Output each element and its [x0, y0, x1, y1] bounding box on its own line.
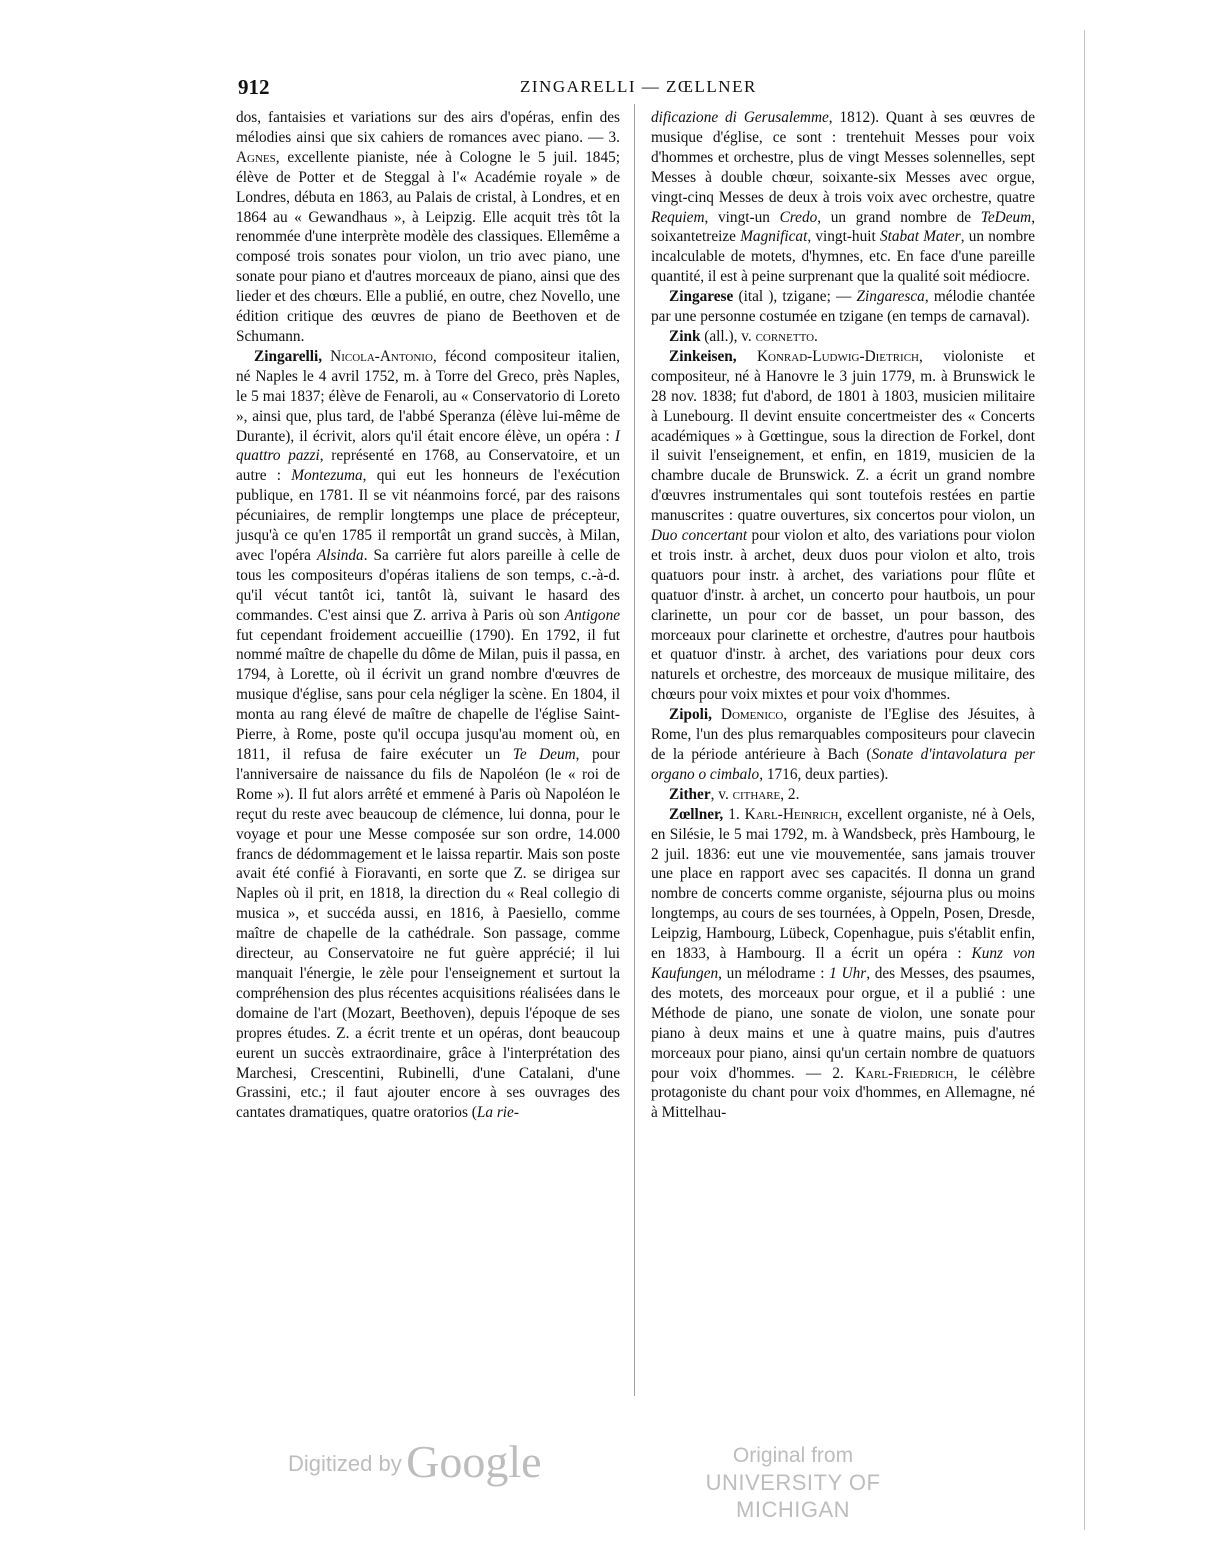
page-number: 912	[238, 75, 270, 99]
left-column	[236, 108, 620, 1123]
entry-zingarese: Zingarese (ital ), tzigane; — Zingaresca, mélodie chantée par une personne costumée en tzigane (en temps de carnaval).	[651, 288, 1036, 326]
running-title: ZINGARELLI — ZŒLLNER	[520, 77, 757, 96]
google-logo: Google	[406, 1436, 542, 1487]
university-text: UNIVERSITY OF MICHIGAN	[705, 1470, 881, 1522]
entry-zoellner: Zœllner, 1. Karl-Heinrich, excellent organiste, né à Oels, en Silésie, le 5 mai 1792, m. à Wandsbeck, près Hambourg, le 2 juil. 1836: eut une vie mouvementée, sans jamais trouver une place en rapport avec ses capacités. Il donna un grand nombre de concerts comme organiste, séjourna plus ou moins longtemps, au cours de ses tournées, à Oppeln, Posen, Dresde, Leipzig, Hambourg, Lübeck, Copenhague, puis s'établit enfin, en 1833, à Hambourg. Il a écrit un opéra : Kunz von Kaufungen, un mélodrame : 1 Uhr, des Messes, des psaumes, des motets, des morceaux pour orgue, et il a publié : une Méthode de piano, une sonate de violon, une sonate pour piano à deux mains et une à quatre mains, puis d'autres morceaux pour piano, ainsi qu'un certain nombre de quatuors pour voix d'hommes. — 2. Karl-Friedrich, le célèbre protagoniste du chant pour voix d'hommes, en Allemagne, né à Mittelhau-	[651, 805, 1035, 1122]
right-column	[651, 108, 1035, 1123]
digitized-by-text: Digitized by	[288, 1451, 402, 1476]
digitized-by-watermark	[288, 1435, 542, 1488]
entry-zither: Zither, v. cithare, 2.	[669, 785, 800, 803]
entry-zinkeisen: Zinkeisen, Konrad-Ludwig-Dietrich, violoniste et compositeur, né à Hanovre le 3 juin 1779, m. à Brunswick le 28 nov. 1838; fut d'abord, de 1801 à 1803, musicien militaire à Lunebourg. Il devint ensuite concertmeister des « Concerts académiques » à Gœttingue, sous la direction de Forkel, dont il suivit l'enseignement, et enfin, en 1819, musicien de la chambre ducale de Brunswick. Z. a écrit un grand nombre d'œuvres instrumentales qui sont toutefois restées en partie manuscrites : quatre ouvertures, six concertos pour violon, un Duo concertant pour violon et alto, des variations pour violon et trois instr. à archet, deux duos pour violon et alto, trois quatuors pour instr. à archet, des variations pour flûte et quatuor d'instr. à archet, un concerto pour hautbois, un pour clarinette, un pour cor de basset, un pour basson, des morceaux pour clarinette et orchestre, d'autres pour hautbois et quatuor d'instr. à archet, des variations pour deux cors naturels et orchestre, des morceaux de musique militaire, des chœurs pour voix mixtes et pour voix d'hommes.	[651, 347, 1036, 704]
page-edge-line	[1084, 30, 1085, 1530]
entry-agnes: dos, fantaisies et variations sur des airs d'opéras, enfin des mélodies ainsi que six cahiers de romances avec piano. — 3. Agnes, excellente pianiste, née à Cologne le 5 juil. 1845; élève de Potter et de Steggal à l'« Académie royale » de Londres, débuta en 1863, au Palais de cristal, à Londres, et en 1864 au « Gewandhaus », à Leipzig. Elle acquit très tôt la renommée d'une interprète modèle des classiques. Ellemême a composé trois sonates pour violon, un trio avec piano, une sonate pour piano et d'autres morceaux de piano, ainsi que des lieder et des chœurs. Elle a publié, en outre, chez Novello, une édition critique des œuvres de piano de Beethoven et de Schumann.	[236, 109, 620, 345]
entry-zink: Zink (all.), v. cornetto.	[669, 327, 818, 345]
original-from-text: Original from	[732, 1444, 854, 1467]
entry-zingarelli-continued: dificazione di Gerusalemme, 1812). Quant à ses œuvres de musique d'église, ce sont : trentehuit Messes pour voix d'hommes et orchestre, plus de vingt Messes solennelles, sept Messes à double chœur, soixante-six Messes avec orgue, vingt-cinq Messes de deux à trois voix avec orchestre, quatre Requiem, vingt-un Credo, un grand nombre de TeDeum, soixantetreize Magnificat, vingt-huit Stabat Mater, un nombre incalculable de motets, d'hymnes, etc. En face d'une pareille quantité, il est à peine surprenant que la qualité soit médiocre.	[651, 109, 1036, 286]
entry-zipoli: Zipoli, Domenico, organiste de l'Eglise des Jésuites, à Rome, l'un des plus remarquables compositeurs pour clavecin de la période antérieure à Bach (Sonate d'intavolatura per organo o cimbalo, 1716, deux parties).	[651, 706, 1035, 783]
original-from-watermark	[668, 1442, 918, 1523]
column-divider	[634, 104, 635, 1396]
entry-zingarelli: Zingarelli, Nicola-Antonio, fécond compositeur italien, né Naples le 4 avril 1752, m. à Torre del Greco, près Naples, le 5 mai 1837; élève de Fenaroli, au « Conservatorio di Loreto », ainsi que, plus tard, de l'abbé Speranza (élève lui-même de Durante), il écrivit, alors qu'il était encore élève, un opéra : I quattro pazzi, représenté en 1768, au Conservatoire, et un autre : Montezuma, qui eut les honneurs de l'exécution publique, en 1781. Il se vit néanmoins forcé, par des raisons pécuniaires, de remplir longtemps une place de précepteur, jusqu'à ce qu'en 1785 il remportât un grand succès, à Milan, avec l'opéra Alsinda. Sa carrière fut alors pareille à celle de tous les compositeurs d'opéras italiens de son temps, c.-à-d. qu'il vécut tantôt ici, tantôt là, suivant le hasard des commandes. C'est ainsi que Z. arriva à Paris où son Antigone fut cependant froidement accueillie (1790). En 1792, il fut nommé maître de chapelle du dôme de Milan, puis il passa, en 1794, à Lorette, où il écrivit un grand nombre d'œuvres de musique d'église, sans pour cela négliger la scène. En 1804, il monta au rang élevé de maître de chapelle de l'église Saint-Pierre, à Rome, poste qu'il occupa jusqu'au moment où, en 1811, il refusa de faire exécuter un Te Deum, pour l'anniversaire de naissance du fils de Napoléon (le « roi de Rome »). Il fut alors arrêté et emmené à Paris où Napoléon le reçut du reste avec beaucoup de clémence, lui donna, pour le voyage et pour une Messe composée sur son ordre, 14.000 francs de dédommagement et le laissa repartir. Mais son poste avait été confié à Fioravanti, en sorte que Z. se dirigea sur Naples où il prit, en 1818, la direction du « Real collegio di musica », et succéda aussi, en 1816, à Paesiello, comme maître de chapelle de la cathédrale. Son passage, comme directeur, au Conservatoire ne fut guère apprécié; il lui manquait l'énergie, le zèle pour l'enseignement et surtout la compréhension des plus récentes acquisitions réalisées dans le domaine de l'art (Mozart, Beethoven), depuis l'époque de ses propres études. Z. a écrit trente et un opéras, dont beaucoup eurent un succès extraordinaire, grâce à l'interprétation des Marchesi, Crescentini, Rubinelli, d'une Catalani, d'une Grassini, etc.; il faut ajouter encore à ses ouvrages des cantates dramatiques, quatre oratorios (La rie-	[236, 347, 621, 1122]
